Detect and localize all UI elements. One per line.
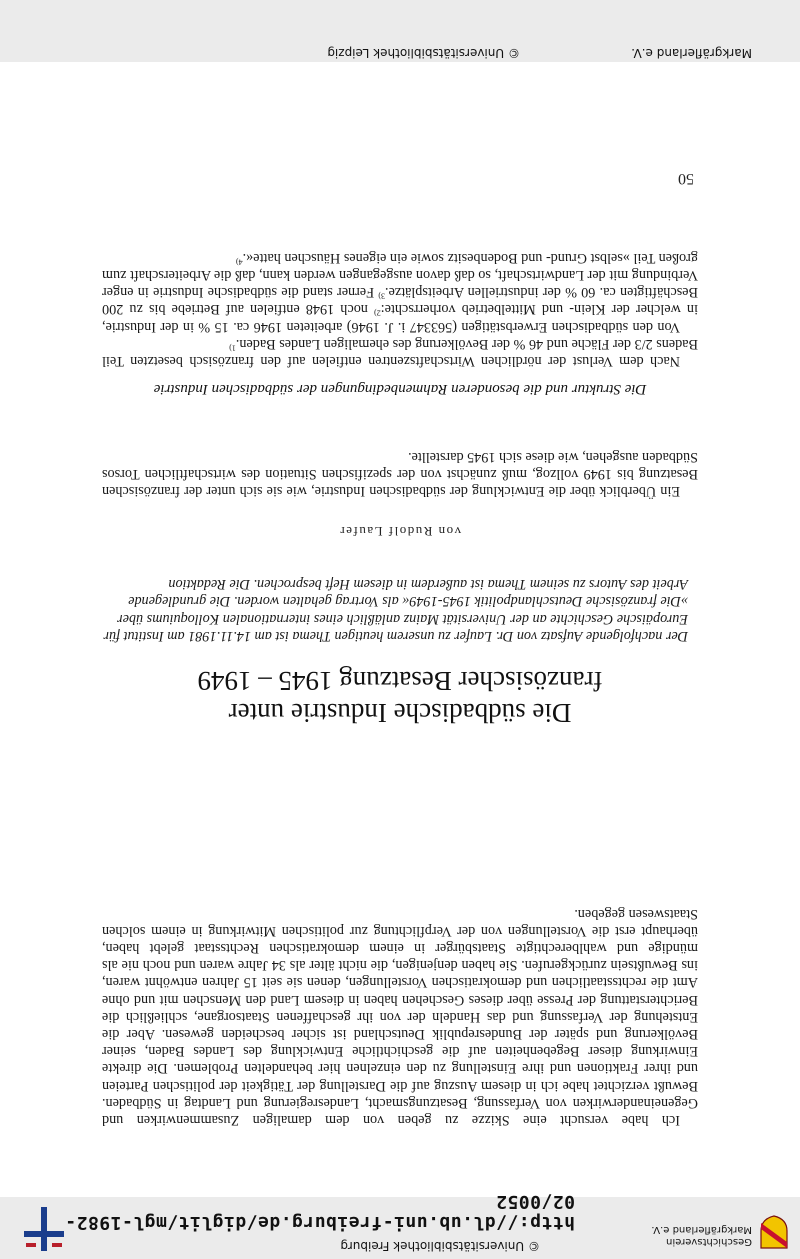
footnote-ref: 4) [235,257,243,267]
footer-society: Markgräflerland e.V. [631,46,752,60]
structure-paragraph-1: Nach dem Verlust der nördlichen Wirtschaftszentren entfielen auf den französisch besetzten Teil Badens 2/3 der Fläche und 46 % der Bevölkerung des ehemaligen Landes Baden.$^{1)}$ [102,335,698,369]
page-number: 50 [678,170,694,187]
viewer-footer [0,0,800,62]
structure-paragraph-2: Von den südbadischen Erwerbstätigen (563347 i. J. 1946) arbeiteten 1946 ca. 15 % in der Industrie, in welcher der Klein- und Mittelbetrieb vorherrschte:$^{2)}$ noch 1948 entfielen auf Betriebe bis zu 200 Beschäftigten ca. 60 % der industriellen Arbeitsplätze.$^{3)}$ Ferner stand die südbadische Industrie in enger Verbindung mit der Landwirtschaft, so daß davon ausgegangen werden kann, daß die Arbeiterschaft zum großen Teil »selbst Grund- und Bodenbesitz sowie ein eigenes Häuschen hatte«.$^{4)}$ [102,249,698,335]
intro-paragraph: Ich habe versucht eine Skizze zu geben von dem damaligen Zusammenwirken und Gegeneinanderwirken von Verfassung, Besatzungsmacht, Landesregierung und Landtag in Südbaden. Bewußt verzichtet habe ich in diesem Auszug auf die Darstellung der Tätigkeit der politischen Parteien und ihrer Fraktionen und ihre Einstellung zu den einzelnen hier behandelten Problemen. Die direkte Einwirkung dieser Begebenheiten auf die geschichtliche Entwicklung des Landes Baden, seiner Bevölkerung und später der Bundesrepublik Deutschland ist sicher bescheiden gewesen. Aber die Entstehung der Verfassung und das Handeln der von ihr geschaffenen Staatsorgane, schließlich die Berichterstattung der Presse über dieses Geschehen haben in diesem Land den Menschen mit und ohne Amt die rechtsstaatlichen und demokratischen Vorstellungen, denen sie seit 15 Jahren entwöhnt waren, ins Bewußtsein zurückgerufen. Sie haben denjenigen, die nicht älter als 34 Jahre waren und noch nie als mündige und wahlberechtigte Staatsbürger in einem demokratischen Rechtsstaat gelebt haben, überhaupt erst die Vorstellungen von der Verpflichtung zur politischen Mitwirkung in einem solchen Staatswesen gegeben. [102,905,698,1128]
structure-section [102,249,698,369]
overview-paragraph: Ein Überblick über die Entwicklung der südbadischen Industrie, wie sie sich unter der französischen Besatzung bis 1949 vollzog, muß zunächst von der spezifischen Situation des wirtschaftlichen Torsos Südbaden ausgehen, wie diese sich 1945 darstellte. [102,448,698,499]
viewer-header [0,1191,800,1259]
library-copyright: © Universitätsbibliothek Freiburg [340,1239,540,1253]
footnote-ref: 1) [229,343,236,353]
footnote-ref: 3) [378,291,385,301]
coat-of-arms-icon [760,1215,788,1249]
article-author: von Rudolf Laufer [338,524,462,539]
article-title: Die südbadische Industrie unter französischer Besatzung 1945 – 1949 [197,666,603,728]
document-url[interactable]: http://dl.ub.uni-freiburg.de/diglit/mgl-1982-02/0052 [64,1191,575,1233]
society-name: Geschichtsverein Markgräflerland e.V. [651,1224,752,1247]
editor-note: Der nachfolgende Aufsatz von Dr. Laufer zu unserem heutigen Thema ist am 14.11.1981 am Institut für Europäische Geschichte an der Universität Mainz anläßlich eines internationalen Kolloquiums über »Die französische Deutschlandpolitik 1945-1949« als Vortrag gehalten worden. Die grundlegende Arbeit des Autors zu seinem Thema ist außerdem in diesem Heft besprochen. Die Redaktion [103,575,688,644]
footnote-ref: 2) [374,309,381,319]
section-heading: Die Struktur und die besonderen Rahmenbedingungen der südbadischen Industrie [153,381,647,397]
library-logo-icon [24,1207,64,1251]
footer-library: © Universitätsbibliothek Leipzig [327,46,520,60]
